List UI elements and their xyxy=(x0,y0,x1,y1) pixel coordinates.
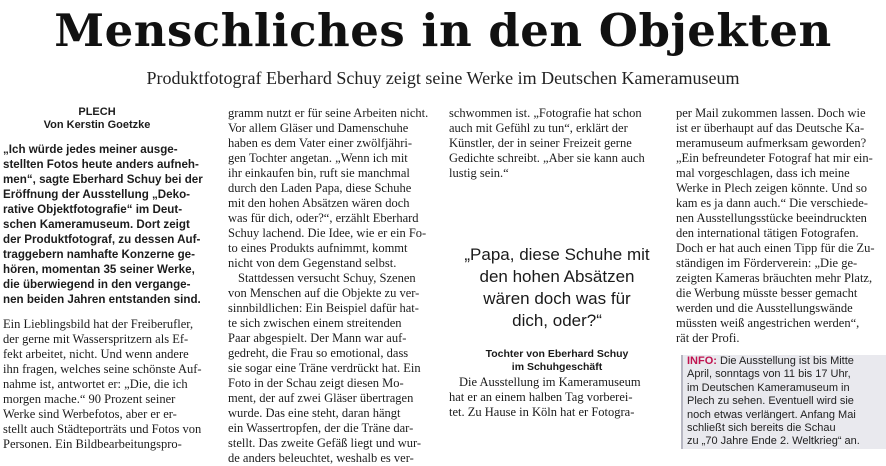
text-line: fekt arbeitet, nicht. Und wenn andere xyxy=(3,347,189,361)
text-line: auch mit Gefühl zu tun“, erklärt der xyxy=(449,121,628,135)
pull-quote-attribution xyxy=(449,348,665,374)
text-line: Ein Lieblingsbild hat der Freiberufler, xyxy=(3,317,194,331)
info-line: noch etwas verlängert. Anfang Mai xyxy=(687,408,856,421)
body-paragraph-continued xyxy=(228,286,442,466)
text-line: die überwiegend in den vergange- xyxy=(3,278,191,291)
text-line: Paar abgespielt. Der Mann war auf- xyxy=(228,331,407,345)
text-line: Vor allem Gläser und Damenschuhe xyxy=(228,121,409,135)
article-subheadline: Produktfotograf Eberhard Schuy zeigt seine Werke im Deutschen Kameramuseum xyxy=(146,68,740,88)
text-line: der gerne mit Wasserspritzern als Ef- xyxy=(3,332,189,346)
text-line: meramuseum aufmerksam geworden? xyxy=(676,136,867,150)
text-line: mal vorgeschlagen, dass ich meine xyxy=(676,166,850,180)
info-box xyxy=(681,355,886,449)
text-line: hören, momentan 35 seiner Werke, xyxy=(3,263,195,276)
pull-quote xyxy=(449,244,665,332)
text-line: de anders beleuchtet, weshalb es ver- xyxy=(228,451,414,465)
text-line: den international tätigen Fotografen. xyxy=(676,226,859,240)
text-line: nen Ausstellungsstücke beeindruckten xyxy=(676,211,867,225)
text-line: stellten Fotos heute anders aufneh- xyxy=(3,158,199,171)
text-line: was für dich, oder?“, erzählt Eberhard xyxy=(228,211,419,225)
pull-quote-line: den hohen Absätzen xyxy=(479,267,635,286)
article-column-4 xyxy=(676,106,884,346)
text-line: ist er überhaupt auf das Deutsche Ka- xyxy=(676,121,865,135)
attribution-line: Tochter von Eberhard Schuy xyxy=(485,348,629,360)
text-line: te sich zwischen einem streitenden xyxy=(228,316,402,330)
text-line: to eines Produkts aufnimmt, kommt xyxy=(228,241,408,255)
text-line: müssten weiß angestrichen werden“, xyxy=(676,316,860,330)
text-line: nahme ist, antwortet er: „Die, die ich xyxy=(3,377,188,391)
text-line: tet. Zu Hause in Köln hat er Fotogra- xyxy=(449,405,635,419)
body-paragraph xyxy=(228,271,442,286)
text-line: durch den Laden Papa, diese Schuhe xyxy=(228,181,412,195)
text-line: gedreht, die Frau so emotional, dass xyxy=(228,346,409,360)
body-paragraph xyxy=(228,106,442,271)
text-line: ein Wassertropfen, der die Träne dar- xyxy=(228,421,414,435)
text-line: mit den hohen Absätzen wären doch xyxy=(228,196,410,210)
article-column-1 xyxy=(3,106,203,452)
text-line: ihn fragen, welches seine schönste Auf- xyxy=(3,362,202,376)
author-byline: Von Kerstin Goetzke xyxy=(43,119,151,131)
text-line: lustig sein.“ xyxy=(449,166,509,180)
body-paragraph xyxy=(3,317,202,452)
text-line: Stattdessen versucht Schuy, Szenen xyxy=(238,271,416,285)
text-line: „Ein befreundeter Fotograf hat mir ein- xyxy=(676,151,873,165)
text-line: morgen mache.“ 90 Prozent seiner xyxy=(3,392,176,406)
info-line: April, sonntags von 11 bis 17 Uhr, xyxy=(687,368,851,381)
text-line: Foto in der Schau zeigt diesen Mo- xyxy=(228,376,404,390)
attribution-line: im Schuhgeschäft xyxy=(511,361,603,373)
article-column-3 xyxy=(449,106,665,181)
text-line: haben es dem Vater einer zwölfjähri- xyxy=(228,136,413,150)
text-line: gramm nutzt er für seine Arbeiten nicht. xyxy=(228,106,429,120)
text-line: Doch er hat auch einen Tipp für die Zu- xyxy=(676,241,875,255)
pull-quote-line: dich, oder?“ xyxy=(512,311,602,330)
info-line: Plech zu sehen. Eventuell wird sie xyxy=(687,395,854,408)
article-column-3-continued xyxy=(449,375,665,420)
text-line: stellt. Das zweite Gefäß liegt und wur- xyxy=(228,436,422,450)
text-line: rät der Profi. xyxy=(676,331,740,345)
text-line: nicht von dem Gegenstand selbst. xyxy=(228,256,397,270)
text-line: wurde. Das eine steht, daran hängt xyxy=(228,406,401,420)
info-first-line xyxy=(687,355,886,368)
lead-paragraph xyxy=(3,142,203,307)
article-headline: Menschliches in den Objekten xyxy=(54,4,832,57)
dateline: PLECH xyxy=(78,106,116,118)
text-line: nen beiden Jahren entstanden sind. xyxy=(3,293,201,306)
text-line: werden und die Ausstellungswände xyxy=(676,301,853,315)
text-line: schwommen ist. „Fotografie hat schon xyxy=(449,106,642,120)
pull-quote-line: „Papa, diese Schuhe mit xyxy=(464,245,650,264)
text-line: von Menschen auf die Objekte zu ver- xyxy=(228,286,420,300)
info-line: im Deutschen Kameramuseum in xyxy=(687,381,850,394)
text-line: kam es ja dann auch.“ Die verschiede- xyxy=(676,196,868,210)
pull-quote-line: wären doch was für xyxy=(483,289,631,308)
info-line: schließt sich bereits die Schau xyxy=(687,422,836,435)
text-line: zeigten Kameras bräuchten mehr Platz, xyxy=(676,271,873,285)
text-line: Eröffnung der Ausstellung „Deko- xyxy=(3,188,191,201)
text-line: „Ich würde jedes meiner ausge- xyxy=(3,143,178,156)
text-line: hat er an einem halben Tag vorberei- xyxy=(449,390,633,404)
info-line: zu „70 Jahre Ende 2. Weltkrieg“ an. xyxy=(687,435,860,448)
text-line: per Mail zukommen lassen. Doch wie xyxy=(676,106,866,120)
article-column-2 xyxy=(228,106,442,466)
text-line: Personen. Ein Bildbearbeitungspro- xyxy=(3,437,182,451)
text-line: Die Ausstellung im Kameramuseum xyxy=(459,375,641,389)
info-tag: INFO: xyxy=(687,355,717,367)
info-text: Die Ausstellung ist bis Mitte xyxy=(716,355,854,367)
text-line: men“, sagte Eberhard Schuy bei der xyxy=(3,173,203,186)
text-line: Gedichte schreibt. „Aber sie kann auch xyxy=(449,151,645,165)
text-line: der Produktfotograf, zu dessen Auf- xyxy=(3,233,201,246)
text-line: ständigen im Förderverein: „Die ge- xyxy=(676,256,858,270)
text-line: die Werbung müsste besser gemacht xyxy=(676,286,858,300)
text-line: sinnbildlichen: Ein Beispiel dafür hat- xyxy=(228,301,419,315)
text-line: Künstler, der in seiner Freizeit gerne xyxy=(449,136,632,150)
text-line: gen Tochter angetan. „Wenn ich mit xyxy=(228,151,408,165)
text-line: Werke sind Werbefotos, aber er er- xyxy=(3,407,177,421)
text-line: traggebern namhafte Konzerne ge- xyxy=(3,248,195,261)
text-line: rative Objektfotografie“ im Deut- xyxy=(3,203,183,216)
text-line: sie sogar eine Träne verdrückt hat. Ein xyxy=(228,361,421,375)
text-line: Werke in Plech zeigen könnte. Und so xyxy=(676,181,867,195)
text-line: ihr einkaufen bin, ruft sie manchmal xyxy=(228,166,410,180)
text-line: Schuy lachend. Die Idee, wie er ein Fo- xyxy=(228,226,427,240)
text-line: stellt auch Städteporträts und Fotos von xyxy=(3,422,202,436)
text-line: schen Kameramuseum. Dort zeigt xyxy=(3,218,190,231)
text-line: ment, der auf zwei Gläser übertragen xyxy=(228,391,414,405)
